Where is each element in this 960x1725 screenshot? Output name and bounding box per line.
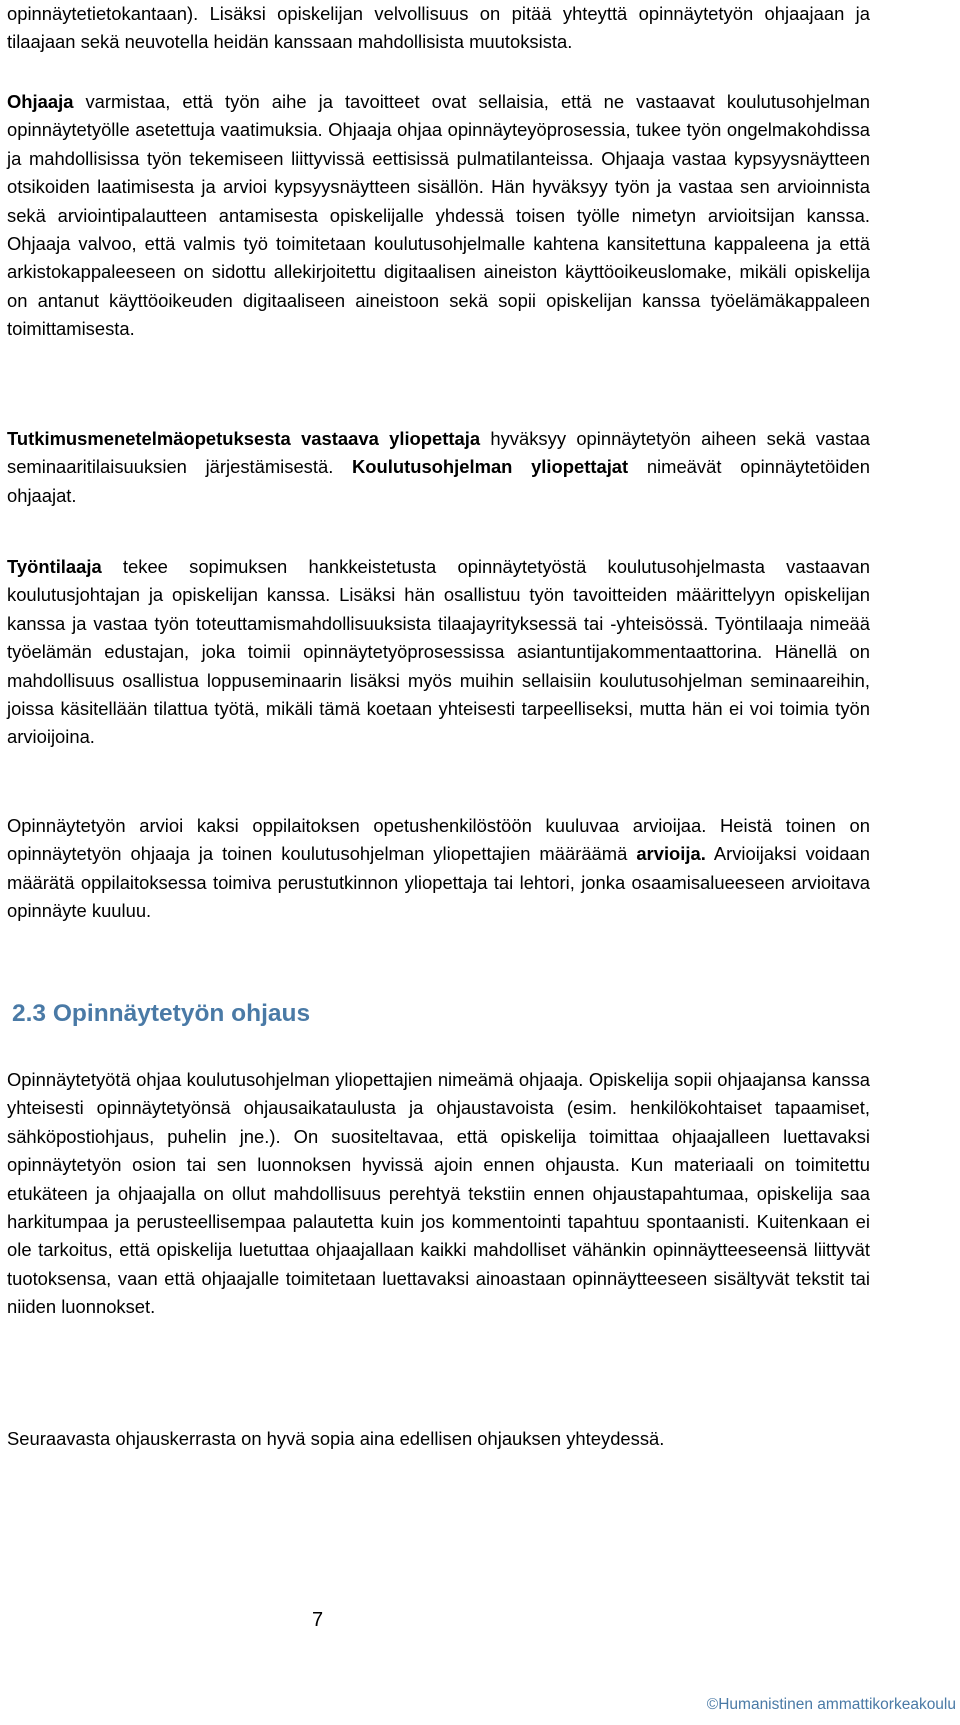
paragraph-arvioija-text-end: Arvioijaksi voidaan määrätä oppilaitoksessa toimiva perustutkinnon yliopettaja tai lehtori, jonka osaamisalueeseen arvioitava opinnäyte kuuluu.: [7, 843, 870, 922]
paragraph-tyontilaaja: [7, 553, 870, 752]
page-number: 7: [312, 1609, 324, 1631]
paragraph-yliopettaja-text-end: nimeävät opinnäytetöiden ohjaajat.: [7, 456, 870, 506]
term-ohjaaja: Ohjaaja: [7, 91, 74, 112]
term-yliopettaja: Tutkimusmenetelmäopetuksesta vastaava yliopettaja: [7, 428, 481, 449]
paragraph-ohjaaja: [7, 88, 870, 344]
paragraph-tyontilaaja-text: tekee sopimuksen hankkeistetusta opinnäytetyöstä koulutusohjelmasta vastaavan koulutusjohtajan ja opiskelijan kanssa. Lisäksi hän osallistuu työn tavoitteiden määrittelyyn opiskelijan kanssa ja vastaa työn toteuttamismahdollisuuksista tilaajayrityksessä tai -yhteisössä. Työntilaaja nimeää työelämän edustajan, joka toimii opinnäytetyöprosessissa asiantuntijakommentaattorina. Hänellä on mahdollisuus osallistua loppuseminaarin lisäksi myös muihin sellaisiin koulutusohjelman seminaareihin, joissa käsitellään tilattua työtä, mikäli tämä koetaan yhteisesti tarpeelliseksi, mutta hän ei voi toimia työn arvioijoina.: [7, 556, 870, 748]
paragraph-intro: opinnäytetietokantaan). Lisäksi opiskelijan velvollisuus on pitää yhteyttä opinnäytetyön ohjaajaan ja tilaajaan sekä neuvotella heidän kanssaan mahdollisista muutoksista.: [7, 3, 870, 53]
term-tyontilaaja: Työntilaaja: [7, 556, 102, 577]
paragraph-yliopettaja-text: hyväksyy opinnäytetyön aiheen sekä vastaa seminaaritilaisuuksien järjestämisestä.: [7, 428, 871, 478]
paragraph-arvioija: [7, 812, 870, 926]
section-heading: 2.3 Opinnäytetyön ohjaus: [12, 1000, 311, 1027]
paragraph-yliopettaja: [7, 425, 870, 510]
paragraph-seuraava: Seuraavasta ohjauskerrasta on hyvä sopia aina edellisen ohjauksen yhteydessä.: [7, 1428, 665, 1449]
term-koulutusohjelman-yliopettajat: Koulutusohjelman yliopettajat: [352, 456, 629, 478]
paragraph-arvioija-text: Opinnäytetyön arvioi kaksi oppilaitoksen opetushenkilöstöön kuuluvaa arvioijaa. Heistä toinen on opinnäytetyön ohjaaja ja toinen koulutusohjelman yliopettajien määräämä: [7, 815, 870, 865]
paragraph-ohjaaja-text: varmistaa, että työn aihe ja tavoitteet ovat sellaisia, että ne vastaavat koulutusohjelman opinnäytetyölle asetettuja vaatimuksia. Ohjaaja ohjaa opinnäyteyöprosessia, tukee työn ongelmakohdissa ja mahdollisissa työn tekemiseen liittyvissä eettisissä pulmatilanteissa. Ohjaaja vastaa kypsyysnäytteen otsikoiden laatimisesta ja arvioi kypsyysnäytteen sisällön. Hän hyväksyy työn ja vastaa sen arvioinnista sekä arviointipalautteen antamisesta opiskelijalle yhdessä toisen työlle nimetyn arvioitsijan kanssa. Ohjaaja valvoo, että valmis työ toimitetaan koulutusohjelmalle kahtena kansitettuna kappaleena ja että arkistokappaleeseen on sidottu allekirjoitettu digitaalisen aineiston käyttöoikeuslomake, mikäli opiskelija on antanut käyttöoikeuden digitaaliseen aineistoon sekä sopii opiskelijan kanssa työelämäkappaleen toimittamisesta.: [7, 91, 870, 340]
footer-copyright: ©Humanistinen ammattikorkeakoulu: [706, 1696, 956, 1713]
term-arvioija: arvioija.: [636, 843, 706, 865]
paragraph-ohjaus: Opinnäytetyötä ohjaa koulutusohjelman yliopettajien nimeämä ohjaaja. Opiskelija sopii ohjaajansa kanssa yhteisesti opinnäytetyönsä ohjausaikataulusta ja ohjaustavoista (esim. henkilökohtaiset tapaamiset, sähköpostiohjaus, puhelin jne.). On suositeltavaa, että opiskelija toimittaa ohjaajalleen luettavaksi opinnäytetyön osion tai sen luonnoksen hyvissä ajoin ennen ohjausta. Kun materiaali on toimitettu etukäteen ja ohjaajalla on ollut mahdollisuus perehtyä tekstiin ennen ohjaustapahtumaa, opiskelija saa harkitumpaa ja perusteellisempaa palautetta kuin jos kommentointi tapahtuu spontaanisti. Kuitenkaan ei ole tarkoitus, että opiskelija luetuttaa ohjaajallaan kaikki mahdolliset vähänkin opinnäytteeseensä liittyvät tuotoksensa, vaan että ohjaajalle toimitetaan luettavaksi ainoastaan opinnäytteeseen sisältyvät tekstit tai niiden luonnokset.: [7, 1069, 870, 1318]
